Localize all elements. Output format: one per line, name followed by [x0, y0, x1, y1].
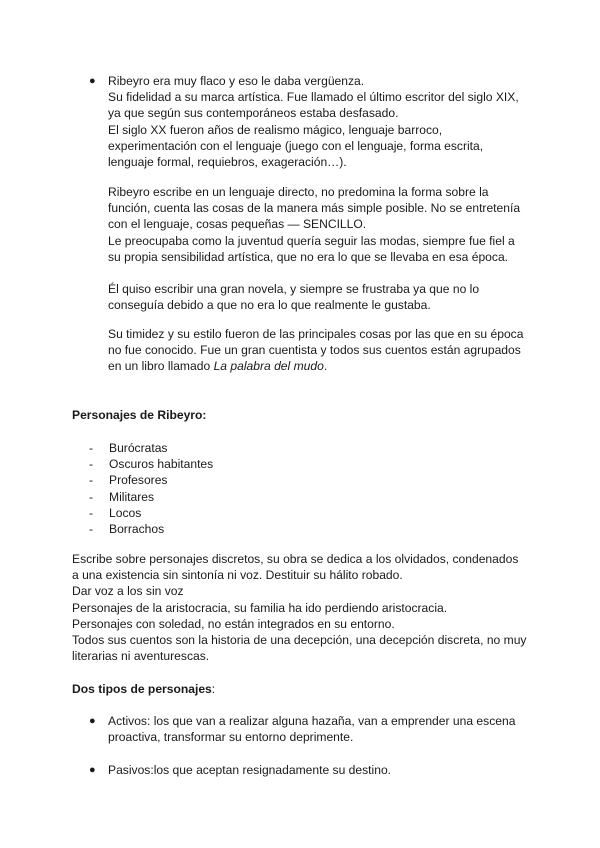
bullet-paragraph-3	[108, 281, 548, 313]
text-line: ya que según sus contemporáneos estaba desfasado.	[108, 106, 399, 121]
bullet-pasivos	[108, 762, 548, 778]
text-line: función, cuenta las cosas de la manera más simple posible. No se entretenía	[108, 201, 521, 216]
text-line: Personajes con soledad, no están integrados en su entorno.	[72, 616, 395, 631]
book-title: La palabra del mudo	[213, 359, 324, 374]
text-line: Pasivos:los que aceptan resignadamente su destino.	[108, 763, 392, 777]
text-fragment: en un libro llamado	[108, 359, 214, 374]
text-line: Él quiso escribir una gran novela, y siempre se frustraba ya que no lo	[108, 282, 480, 296]
dash-marker: -	[89, 457, 94, 472]
bullet-marker: ●	[89, 75, 96, 87]
dash-marker: -	[89, 521, 94, 536]
text-line: Todos sus cuentos son la historia de una decepción, una decepción discreta, no muy	[72, 633, 527, 648]
section-heading: Personajes de Ribeyro:	[72, 408, 207, 422]
text-fragment: .	[323, 359, 328, 374]
text-line: Su timidez y su estilo fueron de las principales cosas por las que en su época	[108, 327, 524, 341]
bullet-marker: ●	[89, 715, 96, 727]
dash-marker: -	[89, 489, 94, 504]
list-item-text: Oscuros habitantes	[109, 457, 214, 472]
section-heading-types	[72, 681, 552, 697]
bullet-activos	[108, 713, 548, 745]
text-line: lenguaje formal, requiebros, exageración…).	[108, 155, 347, 170]
heading-colon: :	[211, 682, 216, 696]
text-line: Personajes de la aristocracia, su familia ha ido perdiendo aristocracia.	[72, 600, 448, 615]
list-item-text: Locos	[109, 505, 142, 520]
text-line: Dar voz a los sin voz	[72, 584, 184, 599]
text-line: conseguía debido a que no era lo que realmente le gustaba.	[108, 298, 431, 313]
text-line: literarias ni aventurescas.	[72, 649, 210, 664]
heading-text: Dos tipos de personajes	[72, 682, 212, 696]
text-line: proactiva, transformar su entorno deprimente.	[108, 730, 354, 745]
text-line: su propia sensibilidad artística, que no era lo que se llevaba en esa época.	[108, 249, 509, 264]
text-line: a una existencia sin sintonía ni voz. Destituir su hálito robado.	[72, 568, 403, 583]
text-line	[108, 358, 548, 374]
list-item-text: Militares	[109, 489, 155, 504]
text-line: Ribeyro era muy flaco y eso le daba vergüenza.	[108, 74, 365, 88]
dash-marker: -	[89, 473, 94, 488]
bullet-marker: ●	[89, 764, 96, 776]
text-line: Su fidelidad a su marca artística. Fue llamado el último escritor del siglo XIX,	[108, 90, 519, 105]
text-line: Escribe sobre personajes discretos, su obra se dedica a los olvidados, condenados	[72, 552, 519, 566]
text-line: experimentación con el lenguaje (juego con el lenguaje, forma escrita,	[108, 138, 484, 153]
bullet-paragraph-2	[108, 184, 548, 265]
list-item-text: Profesores	[109, 473, 168, 488]
list-item-text: Borrachos	[109, 521, 165, 536]
dash-marker: -	[89, 505, 94, 520]
text-line: Le preocupaba como la juventud quería seguir las modas, siempre fue fiel a	[108, 233, 515, 248]
bullet-paragraph-4	[108, 326, 548, 375]
text-line: con el lenguaje, cosas pequeñas — SENCILLO.	[108, 217, 367, 232]
list-item-text: Burócratas	[109, 441, 168, 455]
dash-marker: -	[89, 441, 94, 455]
text-line: El siglo XX fueron años de realismo mágico, lenguaje barroco,	[108, 122, 443, 137]
text-line: Ribeyro escribe en un lenguaje directo, no predomina la forma sobre la	[108, 185, 489, 199]
bullet-paragraph-1	[108, 73, 548, 170]
description-paragraph	[72, 551, 552, 664]
text-line: Activos: los que van a realizar alguna hazaña, van a emprender una escena	[108, 714, 516, 728]
text-line: no fue conocido. Fue un gran cuentista y todos sus cuentos están agrupados	[108, 343, 521, 358]
